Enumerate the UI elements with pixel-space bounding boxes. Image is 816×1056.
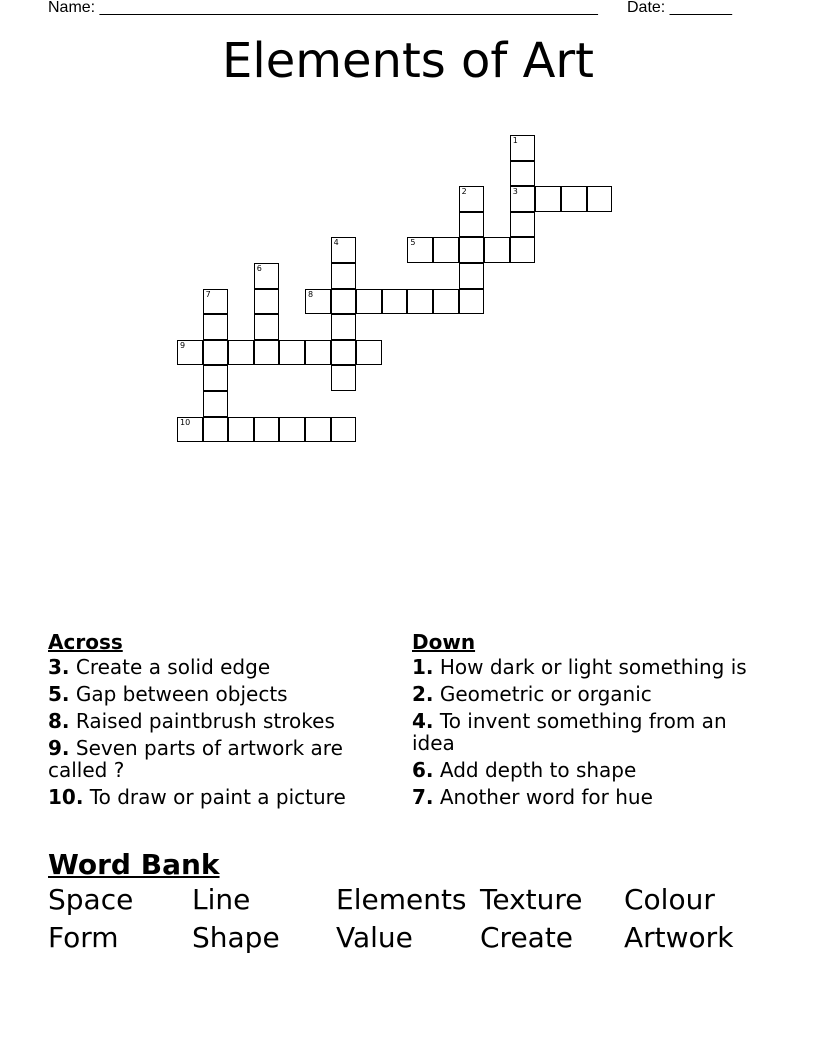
date-field-label: Date: _______	[627, 0, 732, 16]
grid-cell[interactable]	[279, 340, 305, 366]
grid-cell[interactable]	[331, 340, 357, 366]
grid-cell[interactable]	[203, 365, 229, 391]
grid-cell[interactable]	[331, 289, 357, 315]
grid-cell[interactable]	[407, 289, 433, 315]
grid-cell[interactable]	[356, 289, 382, 315]
word-bank-word: Create	[480, 921, 574, 954]
grid-cell[interactable]	[510, 237, 536, 263]
grid-cell[interactable]	[305, 340, 331, 366]
grid-cell[interactable]	[203, 417, 229, 443]
word-bank-word: Colour	[624, 883, 715, 916]
grid-cell[interactable]	[254, 340, 280, 366]
grid-cell[interactable]	[331, 314, 357, 340]
clue-number: 3	[512, 187, 518, 197]
grid-cell[interactable]	[331, 237, 357, 263]
grid-cell[interactable]	[510, 161, 536, 187]
grid-cell[interactable]	[535, 186, 561, 212]
word-bank-word: Line	[192, 883, 251, 916]
grid-cell[interactable]	[254, 417, 280, 443]
name-field-label: Name: ________________________________________________________	[48, 0, 598, 16]
grid-cell[interactable]	[177, 417, 203, 443]
clue-number: 1	[512, 136, 518, 145]
across-heading: Across	[48, 630, 123, 654]
grid-cell[interactable]	[459, 186, 485, 212]
grid-cell[interactable]	[510, 135, 536, 161]
grid-cell[interactable]	[228, 417, 254, 443]
grid-cell[interactable]	[459, 289, 485, 315]
clue-number: 10	[180, 417, 191, 427]
grid-cell[interactable]	[254, 314, 280, 340]
clue-across-9: 9. Seven parts of artwork are called ?	[48, 736, 343, 782]
clue-down-6: 6. Add depth to shape	[412, 758, 637, 782]
grid-cell[interactable]	[203, 314, 229, 340]
clue-across-10: 10. To draw or paint a picture	[48, 785, 346, 809]
grid-cell[interactable]	[459, 212, 485, 238]
grid-cell[interactable]	[459, 237, 485, 263]
grid-cell[interactable]	[203, 340, 229, 366]
grid-cell[interactable]	[433, 289, 459, 315]
grid-cell[interactable]	[203, 289, 229, 315]
word-bank-word: Form	[48, 921, 119, 954]
clue-down-1: 1. How dark or light something is	[412, 655, 747, 679]
clue-number: 5	[410, 238, 416, 248]
across-clues	[48, 630, 378, 813]
grid-cell[interactable]	[561, 186, 587, 212]
grid-cell[interactable]	[510, 212, 536, 238]
grid-cell[interactable]	[305, 417, 331, 443]
word-bank-word: Texture	[480, 883, 583, 916]
grid-cell[interactable]	[203, 391, 229, 417]
down-heading: Down	[412, 630, 476, 654]
grid-cell[interactable]	[331, 365, 357, 391]
word-bank-word: Artwork	[624, 921, 734, 954]
grid-cell[interactable]	[228, 340, 254, 366]
grid-cell[interactable]	[407, 237, 433, 263]
clue-down-7: 7. Another word for hue	[412, 785, 653, 809]
clue-number: 2	[461, 187, 467, 197]
word-bank-title: Word Bank	[48, 848, 220, 881]
clue-across-8: 8. Raised paintbrush strokes	[48, 709, 335, 733]
word-bank-word: Space	[48, 883, 134, 916]
clue-number: 9	[180, 340, 186, 350]
clue-number: 8	[308, 289, 314, 299]
grid-cell[interactable]	[587, 186, 613, 212]
grid-cell[interactable]	[331, 417, 357, 443]
grid-cell[interactable]	[459, 263, 485, 289]
grid-cell[interactable]	[254, 263, 280, 289]
page-title: Elements of Art	[222, 33, 594, 89]
clue-number: 7	[205, 289, 211, 299]
clue-down-4: 4. To invent something from an idea	[412, 709, 727, 755]
clue-number: 6	[256, 264, 262, 273]
clue-across-3: 3. Create a solid edge	[48, 655, 271, 679]
grid-cell[interactable]	[382, 289, 408, 315]
clue-number: 4	[333, 238, 339, 248]
word-bank-word: Shape	[192, 921, 280, 954]
word-bank-word: Elements	[336, 883, 467, 916]
clue-down-2: 2. Geometric or organic	[412, 682, 652, 706]
grid-cell[interactable]	[433, 237, 459, 263]
grid-cell[interactable]	[279, 417, 305, 443]
grid-cell[interactable]	[305, 289, 331, 315]
grid-cell[interactable]	[510, 186, 536, 212]
down-clues	[412, 630, 752, 813]
grid-cell[interactable]	[356, 340, 382, 366]
grid-cell[interactable]	[484, 237, 510, 263]
grid-cell[interactable]	[254, 289, 280, 315]
grid-cell[interactable]	[177, 340, 203, 366]
clue-across-5: 5. Gap between objects	[48, 682, 288, 706]
grid-cell[interactable]	[331, 263, 357, 289]
word-bank-word: Value	[336, 921, 413, 954]
